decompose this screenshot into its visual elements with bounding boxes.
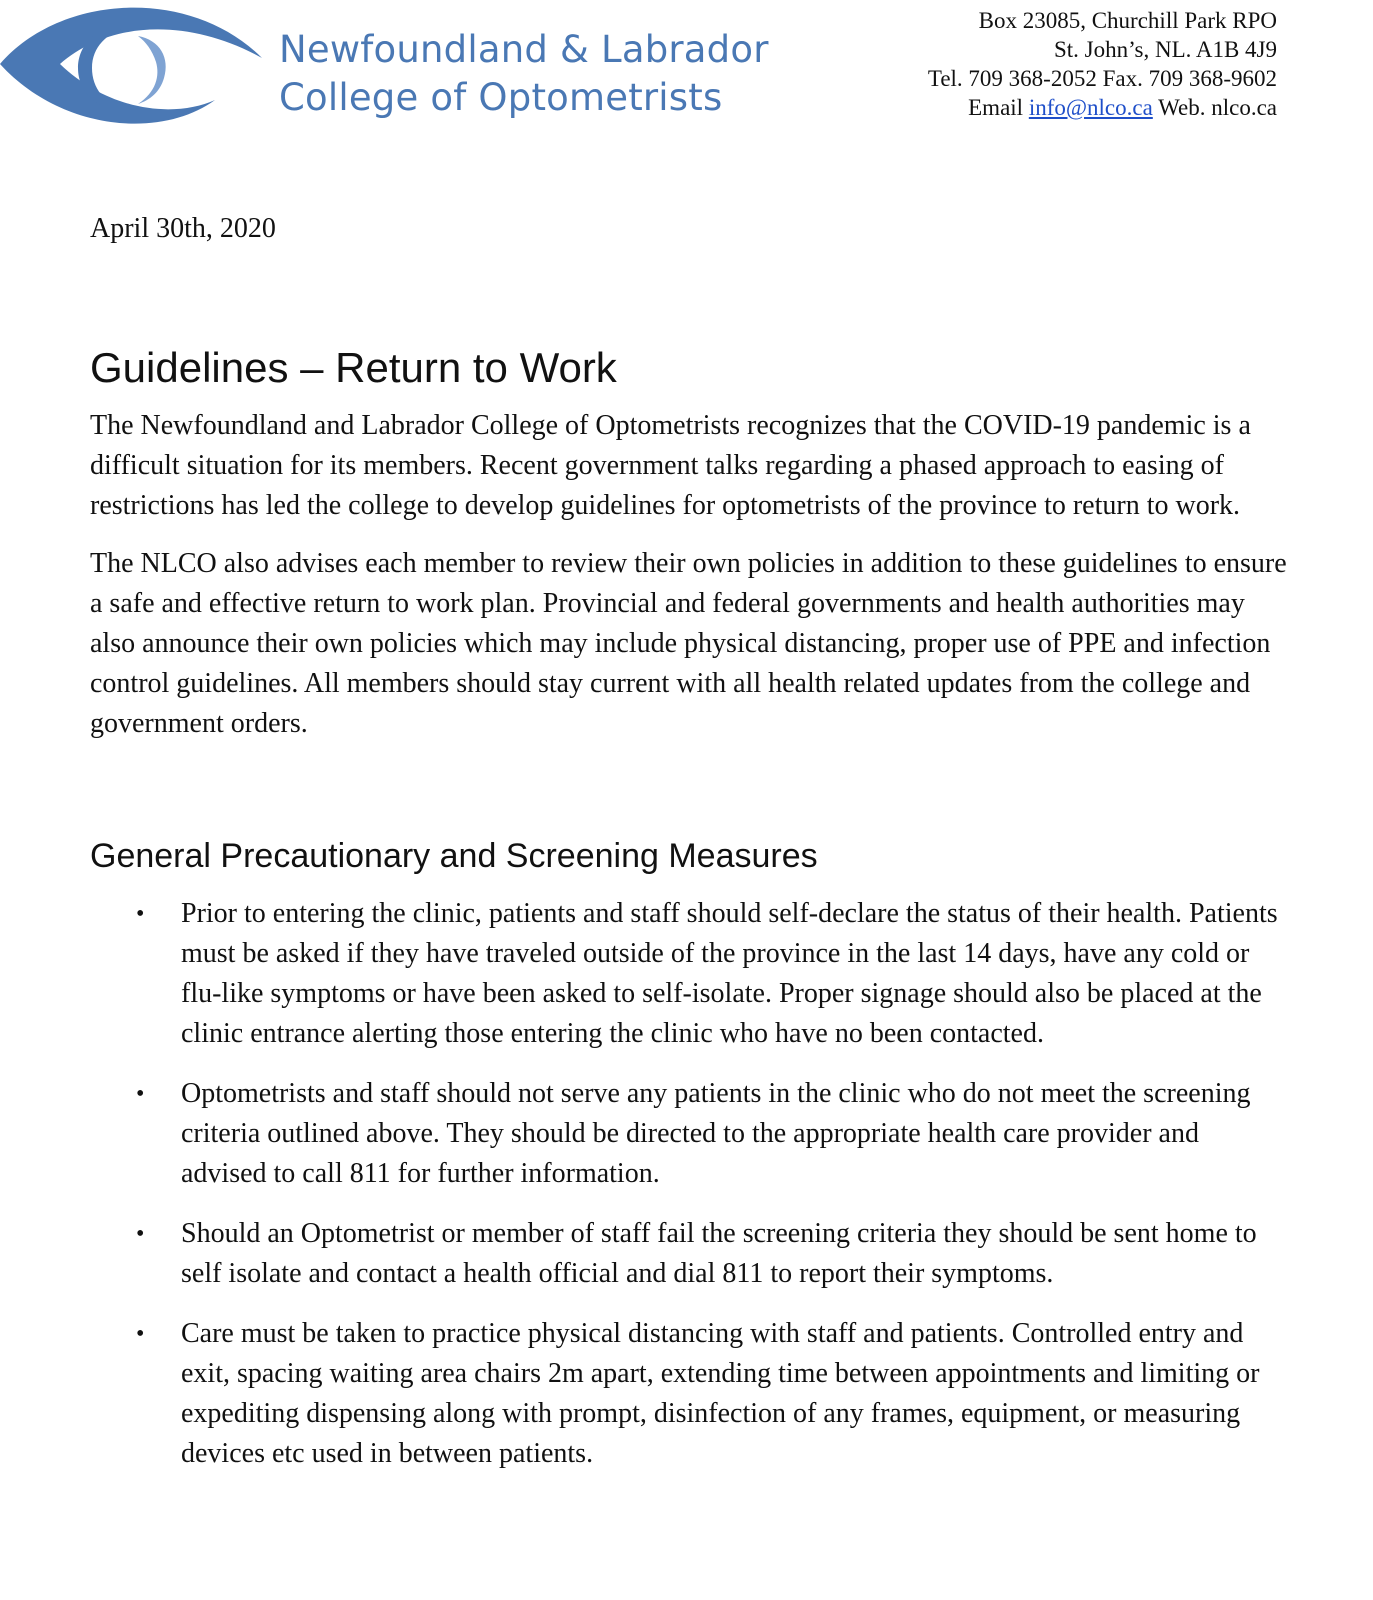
- eye-logo-icon: [0, 0, 270, 140]
- section-heading: General Precautionary and Screening Measures: [90, 837, 818, 875]
- list-item: [90, 1074, 1290, 1194]
- bullet-icon: •: [136, 1221, 145, 1247]
- bullet-icon: •: [136, 1081, 145, 1107]
- page-title: Guidelines – Return to Work: [90, 344, 617, 391]
- letter-date: April 30th, 2020: [90, 213, 276, 244]
- list-item: [90, 1214, 1290, 1294]
- list-item-text: Care must be taken to practice physical distancing with staff and patients. Controlled entry and exit, spacing waiting area chairs 2m apart, extending time between appointments and limiting or expediting dispensing along with prompt, disinfection of any frames, equipment, or measuring devices etc used in between patients.: [181, 1318, 1260, 1469]
- list-item-text: Optometrists and staff should not serve any patients in the clinic who do not meet the screening criteria outlined above. They should be directed to the appropriate health care provider and advised to call 811 for further information.: [181, 1078, 1251, 1189]
- bullet-icon: •: [136, 901, 145, 927]
- college-logo: [0, 0, 820, 140]
- bullet-icon: •: [136, 1321, 145, 1347]
- list-item: [90, 1314, 1290, 1474]
- phone-fax-line: Tel. 709 368-2052 Fax. 709 368-9602: [927, 66, 1277, 91]
- web-label: Web.: [1158, 95, 1206, 120]
- list-item-text: Prior to entering the clinic, patients and staff should self-declare the status of their health. Patients must be asked if they have traveled outside of the province in the last 14 days, have any cold or flu-like symptoms or have been asked to self-isolate. Proper signage should also be placed at the clinic entrance alerting those entering the clinic who have no been contacted.: [181, 898, 1278, 1049]
- advisory-paragraph: The NLCO also advises each member to review their own policies in addition to these guidelines to ensure a safe and effective return to work plan. Provincial and federal governments and health authorities may also announce their own policies which may include physical distancing, proper use of PPE and infection control guidelines. All members should stay current with all health related updates from the college and government orders.: [90, 548, 1287, 739]
- address-line-1: Box 23085, Churchill Park RPO: [978, 8, 1277, 33]
- email-link[interactable]: info@nlco.ca: [1028, 95, 1153, 120]
- logo-line-2: College of Optometrists: [279, 76, 723, 119]
- contact-block: [928, 6, 1277, 122]
- document-body: [90, 340, 1290, 1494]
- email-web-line: [928, 93, 1277, 122]
- logo-line-1: Newfoundland & Labrador: [279, 28, 769, 71]
- college-name: [279, 26, 769, 122]
- list-item: [90, 894, 1290, 1054]
- measures-list: [90, 894, 1290, 1474]
- email-label: Email: [968, 95, 1024, 120]
- intro-paragraph: The Newfoundland and Labrador College of Optometrists recognizes that the COVID-19 pandemic is a difficult situation for its members. Recent government talks regarding a phased approach to easing of restrictions has led the college to develop guidelines for optometrists of the province to return to work.: [90, 410, 1251, 521]
- list-item-text: Should an Optometrist or member of staff fail the screening criteria they should be sent home to self isolate and contact a health official and dial 811 to report their symptoms.: [181, 1218, 1257, 1289]
- address-line-2: St. John’s, NL. A1B 4J9: [1053, 37, 1277, 62]
- web-address: nlco.ca: [1211, 95, 1277, 120]
